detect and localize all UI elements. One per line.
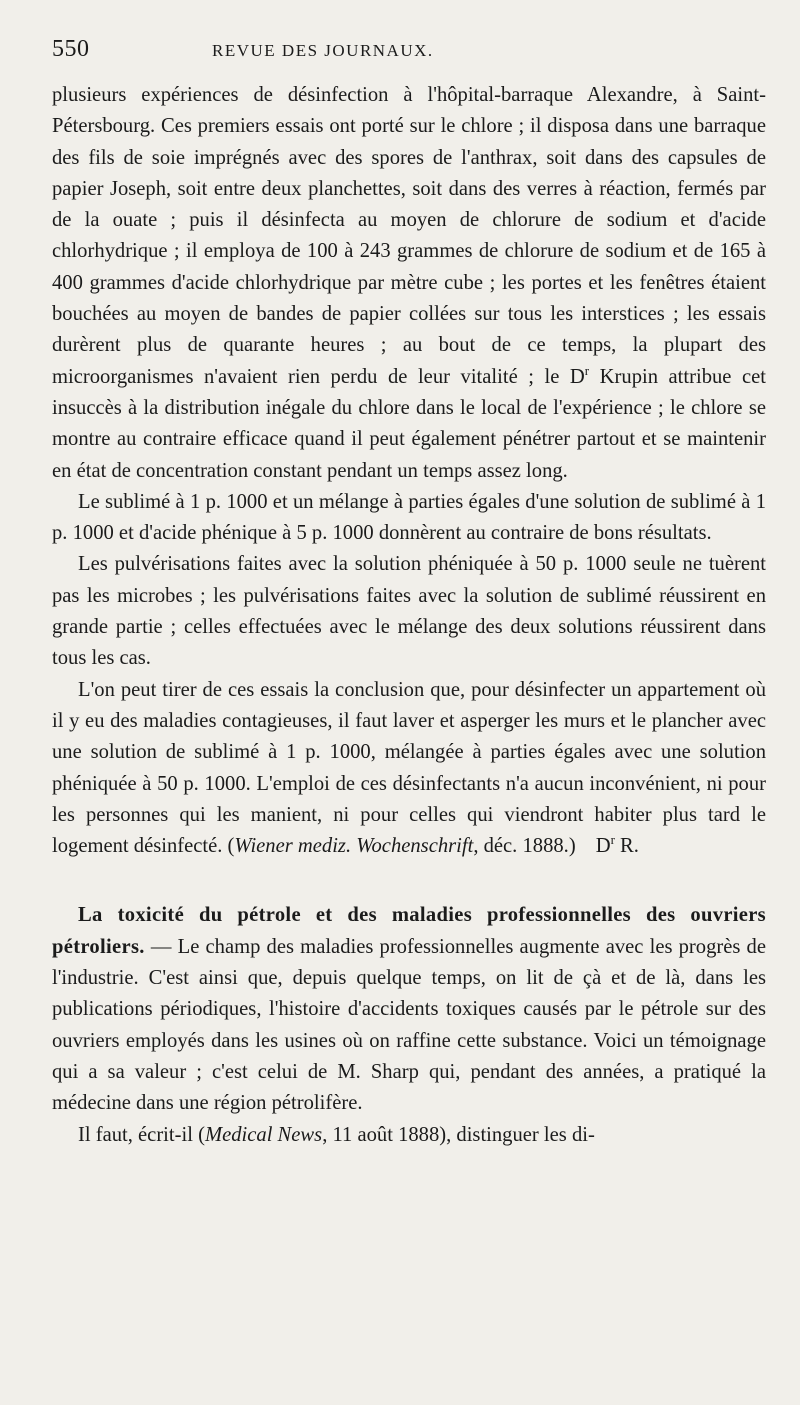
- reference-date: , déc. 1888.): [473, 835, 576, 858]
- running-title: REVUE DES JOURNAUX.: [212, 41, 434, 60]
- paragraph-text: — Le champ des maladies professionnelles augmente avec les progrès de l'industrie. C'est ainsi que, depuis quelque temps, on lit de çà et de là, dans les publications périodiques, l'histoire d'accidents toxiques causés par le pétrole sur des ouvriers employés dans les usines où on raffine cette substance. Voici un témoignage qui a sa valeur ; c'est celui de M. Sharp qui, pendant des années, a pratiqué la médecine dans une région pétrolifère.: [52, 935, 766, 1115]
- journal-reference: Wiener mediz. Wochenschrift: [234, 835, 474, 858]
- section-gap: [52, 862, 766, 900]
- journal-reference: Medical News: [204, 1123, 323, 1146]
- article-title: La toxicité du pétrole et des maladies professionnelles des ouvriers pétroliers.: [52, 904, 766, 958]
- paragraph-text: plusieurs expériences de désinfection à l'hôpital-barraque Alexandre, à Saint-Pétersbourg. Ces premiers essais ont porté sur le chlore ; il disposa dans une barraque des fils de soie imprégnés avec des spores de l'anthrax, soit dans des capsules de papier Joseph, soit entre deux planchettes, soit dans des verres à réaction, fermés par de la ouate ; puis il désinfecta au moyen de chlorure de sodium et d'acide chlorhydrique ; il employa de 100 à 243 grammes de chlorure de sodium et de 165 à 400 grammes d'acide chlorhydrique par mètre cube ; les portes et les fenêtres étaient bouchées au moyen de bandes de papier collées sur tous les interstices ; les essais durèrent plus de quarante heures ; au bout de ce temps, la plupart des microorganismes n'avaient rien perdu de leur vitalité ; le D: [52, 84, 766, 388]
- paragraph-chlore: [52, 80, 766, 487]
- paragraph-text: Il faut, écrit-il (: [78, 1123, 205, 1146]
- page-number: 550: [52, 36, 90, 62]
- paragraph-text: , 11 août 1888), distinguer les di-: [322, 1123, 595, 1146]
- page-header: [52, 36, 766, 80]
- superscript: r: [610, 832, 615, 848]
- paragraph-conclusion: [52, 675, 766, 863]
- author-signature: [576, 832, 639, 858]
- paragraph-pulverisations: Les pulvérisations faites avec la solution phéniquée à 50 p. 1000 seule ne tuèrent pas les microbes ; les pulvérisations faites avec la solution de sublimé réussirent en grande partie ; celles effectuées avec le mélange des deux solutions réussirent dans tous les cas.: [52, 553, 766, 670]
- paragraph-sharp: [52, 1120, 766, 1151]
- paragraph-text: Krupin attribue cet insuccès à la distribution inégale du chlore dans le local de l'expérience ; le chlore se montre au contraire efficace quand il peut également pénétrer partout et se maintenir en état de concentration constant pendant un temps assez long.: [52, 365, 766, 482]
- paragraph-petrole: [52, 900, 766, 1119]
- signature-text: R.: [614, 835, 639, 858]
- signature-text: D: [595, 835, 611, 858]
- body-text: [52, 80, 766, 1151]
- superscript: r: [584, 362, 590, 378]
- paragraph-sublime: Le sublimé à 1 p. 1000 et un mélange à parties égales d'une solution de sublimé à 1 p. 1000 et d'acide phénique à 5 p. 1000 donnèrent au contraire de bons résultats.: [52, 490, 766, 545]
- paragraph-text: L'on peut tirer de ces essais la conclusion que, pour désinfecter un appartement où il y eu des maladies contagieuses, il faut laver et asperger les murs et le plancher avec une solution de sublimé à 1 p. 1000, mélangée à parties égales avec une solution phéniquée à 50 p. 1000. L'emploi de ces désinfectants n'a aucun inconvénient, ni pour les personnes qui les manient, ni pour celles qui viendront habiter plus tard le logement désinfecté. (: [52, 678, 766, 858]
